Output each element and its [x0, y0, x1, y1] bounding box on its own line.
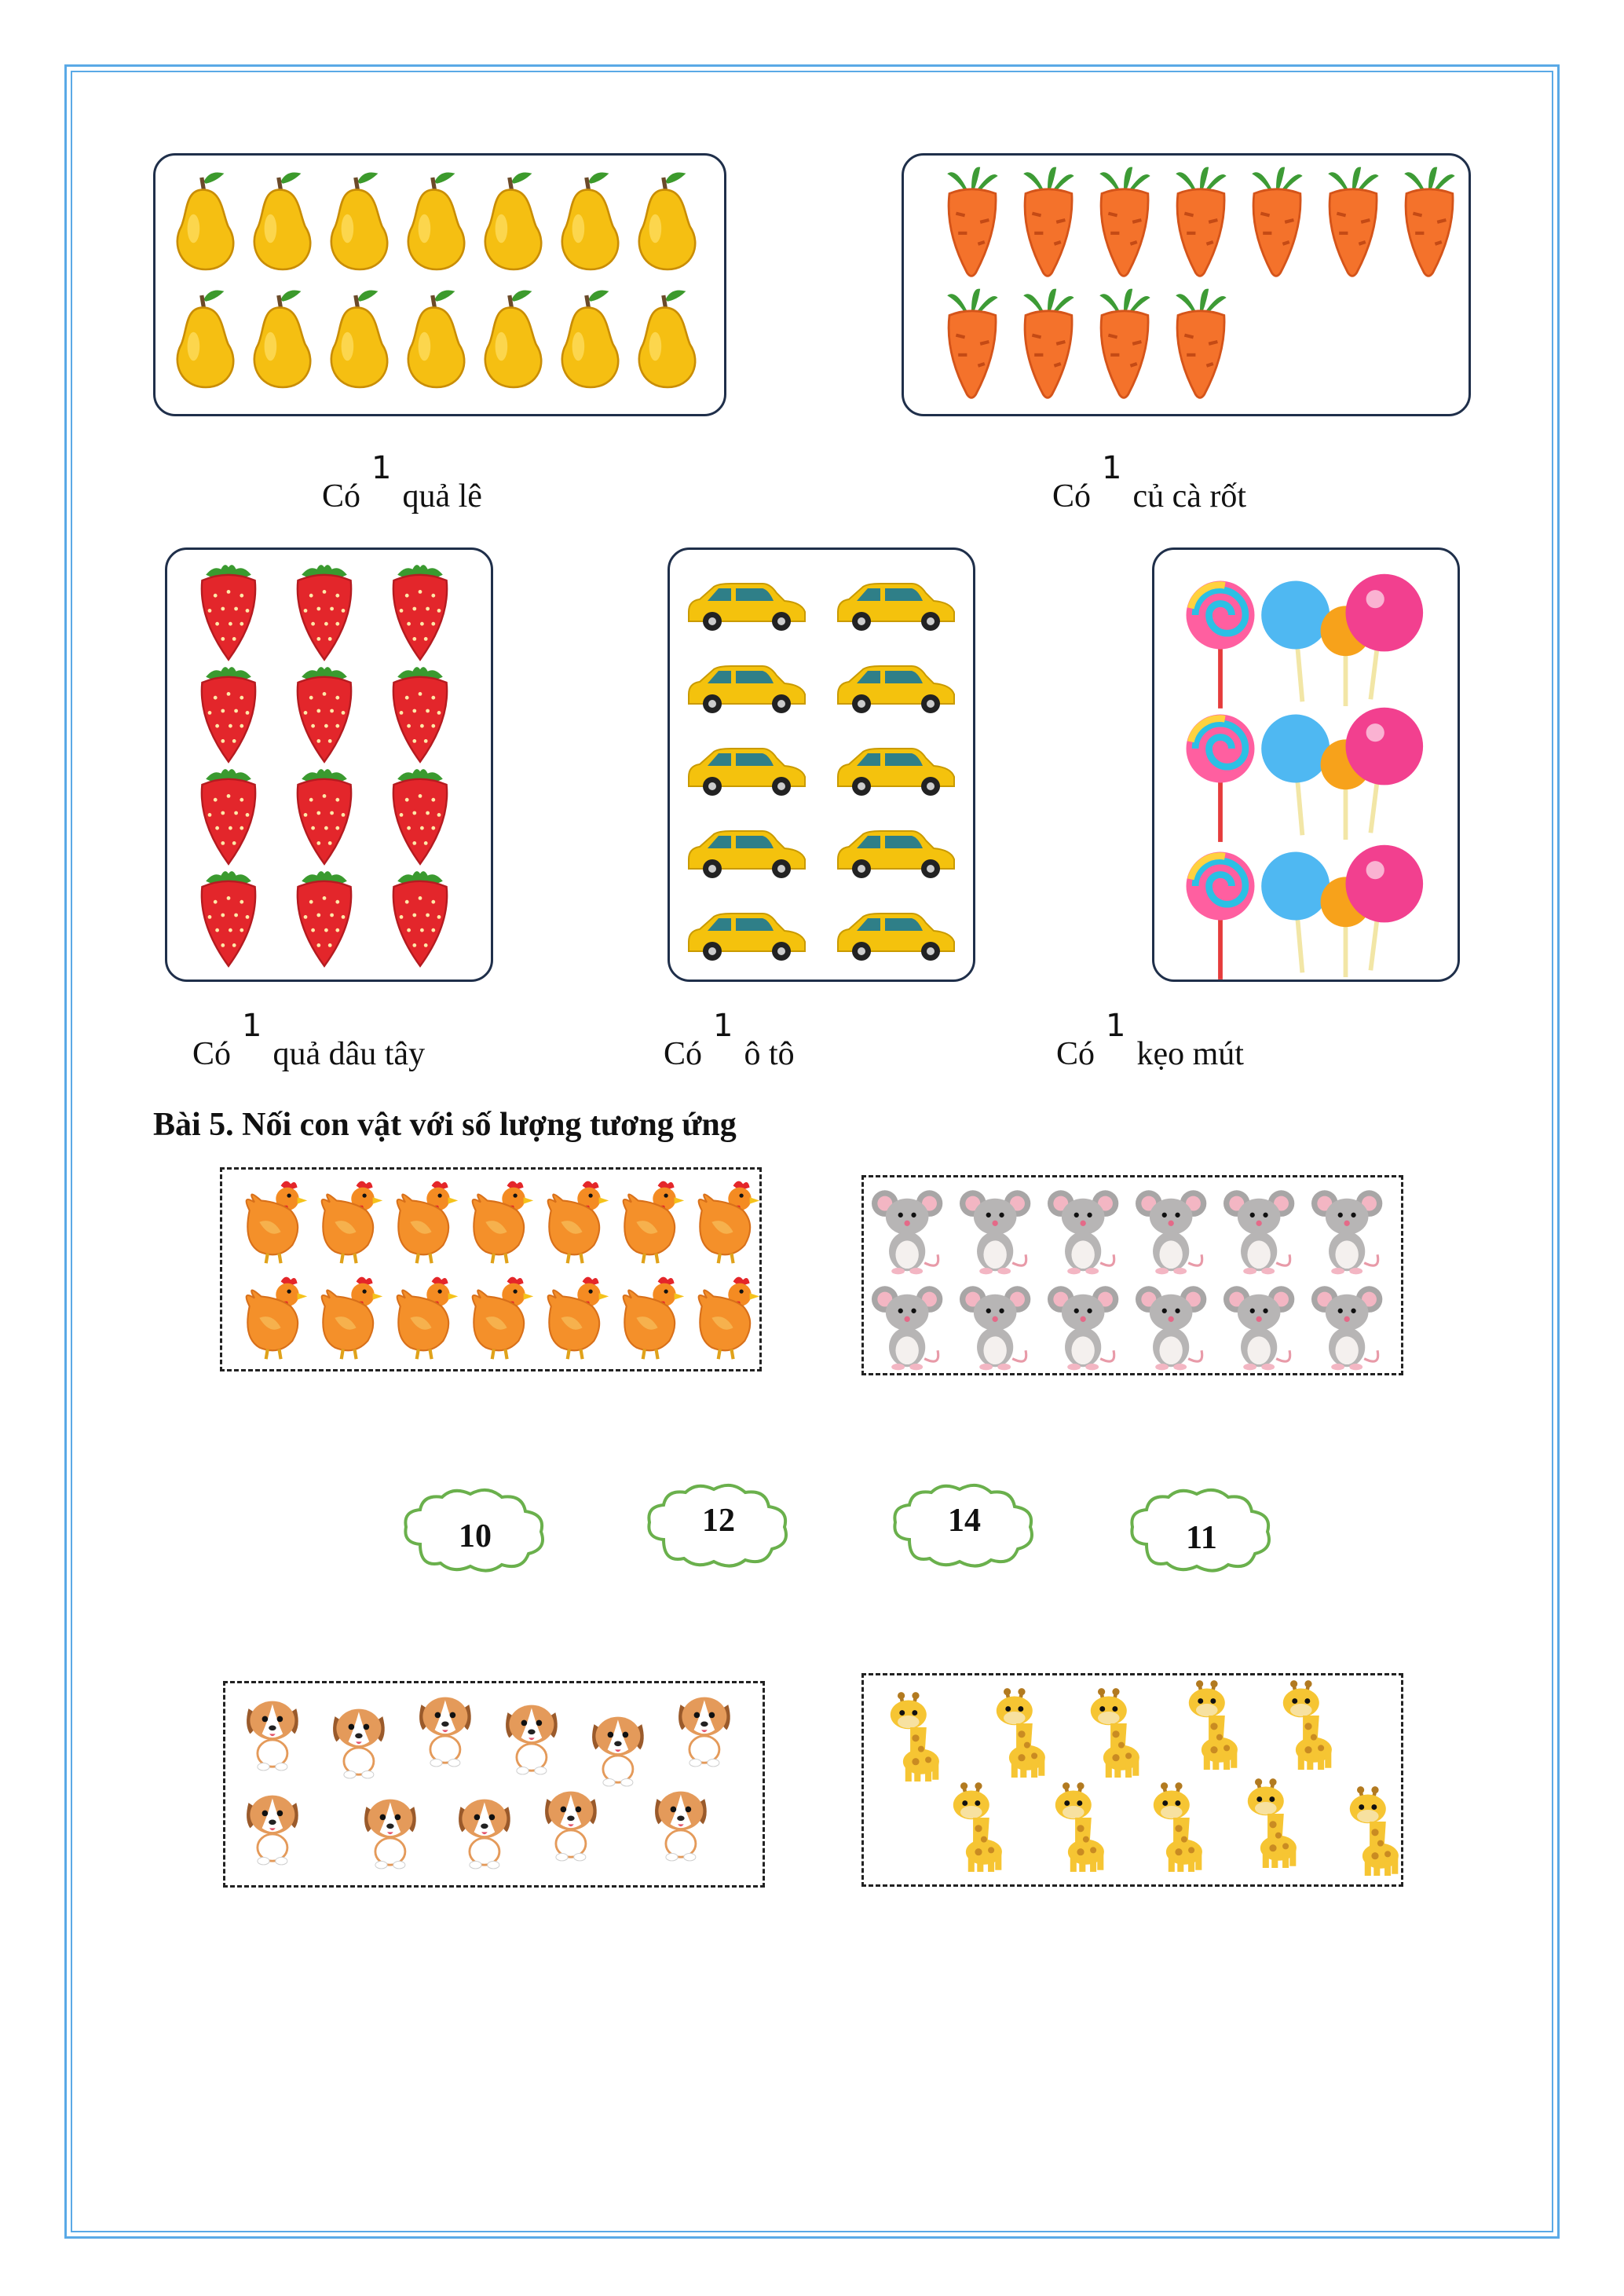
caption-pears — [322, 450, 482, 515]
giraffe-icon — [1283, 1680, 1332, 1770]
caption-prefix: Có — [1052, 478, 1092, 514]
car-icon — [838, 914, 954, 961]
dog-icon — [364, 1800, 416, 1869]
giraffe-icon — [1055, 1782, 1104, 1872]
strawberry-icon — [202, 565, 255, 660]
mouse-icon — [1223, 1190, 1294, 1274]
pear-icon — [254, 291, 310, 388]
strawberries-card — [165, 547, 493, 982]
chicken-icon — [473, 1277, 534, 1360]
pear-icon — [562, 173, 618, 270]
dogs-illustration — [225, 1683, 763, 1885]
strawberry-icon — [393, 769, 447, 864]
mouse-icon — [1136, 1190, 1206, 1274]
cloud-number: 14 — [948, 1503, 981, 1539]
lollipop-icon — [1187, 845, 1424, 980]
giraffe-icon — [891, 1692, 939, 1782]
carrot-icon — [947, 289, 997, 398]
giraffe-icon — [1189, 1680, 1238, 1770]
chicken-icon — [548, 1181, 609, 1264]
chicken-icon — [247, 1181, 308, 1264]
caption-strawberries — [192, 1008, 426, 1073]
dog-icon — [419, 1697, 471, 1767]
cloud-number: 11 — [1186, 1520, 1217, 1556]
mouse-icon — [872, 1286, 942, 1370]
strawberry-icon — [298, 667, 351, 762]
giraffe-icon — [1091, 1688, 1139, 1778]
caption-suffix: quả lê — [402, 478, 482, 514]
exercise-5-heading: Bài 5. Nối con vật với số lượng tương ứng — [153, 1107, 737, 1143]
giraffe-icon — [997, 1688, 1045, 1778]
dog-icon — [592, 1717, 644, 1786]
pears-card — [153, 153, 726, 416]
dog-icon — [678, 1697, 730, 1767]
number-cloud-12[interactable] — [640, 1478, 797, 1573]
caption-suffix: quả dâu tây — [272, 1036, 426, 1072]
chicken-icon — [322, 1181, 383, 1264]
dog-icon — [506, 1705, 558, 1774]
car-icon — [838, 666, 954, 713]
giraffe-icon — [1154, 1782, 1202, 1872]
pear-icon — [485, 173, 541, 270]
lollipop-icon — [1187, 708, 1424, 842]
car-icon — [689, 914, 805, 961]
mouse-icon — [1048, 1286, 1118, 1370]
mouse-icon — [1136, 1286, 1206, 1370]
strawberry-icon — [298, 871, 351, 966]
strawberry-icon — [393, 565, 447, 660]
mouse-icon — [1311, 1286, 1382, 1370]
caption-suffix: ô tô — [744, 1036, 795, 1072]
caption-prefix: Có — [664, 1036, 703, 1072]
caption-cars — [664, 1008, 795, 1073]
mouse-icon — [960, 1190, 1030, 1274]
chicken-icon — [397, 1277, 459, 1360]
cloud-number: 10 — [459, 1518, 492, 1554]
car-icon — [689, 584, 805, 631]
giraffe-icon — [1248, 1778, 1297, 1868]
mice-illustration — [864, 1177, 1401, 1373]
strawberry-icon — [393, 667, 447, 762]
pear-icon — [408, 291, 464, 388]
lollipop-icon — [1187, 574, 1424, 709]
dog-icon — [459, 1800, 510, 1869]
dog-icon — [247, 1796, 298, 1865]
chicken-icon — [624, 1277, 685, 1360]
pear-icon — [177, 291, 233, 388]
carrot-icon — [1176, 167, 1226, 276]
chicken-icon — [624, 1181, 685, 1264]
carrot-icon — [1023, 167, 1074, 276]
chicken-icon — [699, 1277, 759, 1360]
pears-illustration — [155, 156, 724, 414]
carrot-icon — [1252, 167, 1302, 276]
strawberry-icon — [202, 871, 255, 966]
giraffes-illustration — [864, 1675, 1401, 1884]
giraffes-box[interactable] — [861, 1673, 1403, 1887]
caption-prefix: Có — [1056, 1036, 1095, 1072]
strawberry-icon — [393, 871, 447, 966]
caption-prefix: Có — [192, 1036, 232, 1072]
pear-icon — [562, 291, 618, 388]
mouse-icon — [872, 1190, 942, 1274]
pear-icon — [485, 291, 541, 388]
dogs-box[interactable] — [223, 1681, 765, 1888]
chickens-illustration — [222, 1170, 759, 1369]
car-icon — [838, 749, 954, 796]
pear-icon — [331, 291, 387, 388]
caption-prefix: Có — [322, 478, 361, 514]
caption-carrots — [1052, 450, 1247, 515]
chickens-box[interactable] — [220, 1167, 762, 1371]
dog-icon — [247, 1701, 298, 1771]
pear-icon — [177, 173, 233, 270]
giraffe-icon — [953, 1782, 1002, 1872]
car-icon — [689, 831, 805, 878]
strawberries-illustration — [167, 550, 491, 980]
car-icon — [838, 584, 954, 631]
mouse-icon — [960, 1286, 1030, 1370]
carrots-card — [902, 153, 1471, 416]
carrot-icon — [1099, 289, 1150, 398]
answer-number[interactable]: 1 — [1102, 450, 1122, 486]
pear-icon — [639, 173, 695, 270]
strawberry-icon — [202, 667, 255, 762]
cars-illustration — [670, 550, 973, 980]
answer-number[interactable]: 1 — [242, 1008, 262, 1044]
answer-number[interactable]: 1 — [1106, 1008, 1126, 1044]
pear-icon — [331, 173, 387, 270]
answer-number[interactable]: 1 — [371, 450, 392, 486]
caption-suffix: kẹo mút — [1136, 1036, 1244, 1072]
chicken-icon — [247, 1277, 308, 1360]
carrot-icon — [1328, 167, 1378, 276]
dog-icon — [333, 1709, 385, 1778]
lollipops-illustration — [1154, 550, 1458, 980]
mouse-icon — [1048, 1190, 1118, 1274]
strawberry-icon — [202, 769, 255, 864]
caption-lollipops — [1056, 1008, 1244, 1073]
carrot-icon — [1404, 167, 1454, 276]
carrot-icon — [1023, 289, 1074, 398]
number-cloud-11[interactable] — [1123, 1483, 1280, 1577]
chicken-icon — [473, 1181, 534, 1264]
cars-card — [668, 547, 975, 982]
carrot-icon — [1099, 167, 1150, 276]
lollipops-card — [1152, 547, 1460, 982]
pear-icon — [254, 173, 310, 270]
dog-icon — [655, 1792, 707, 1861]
cloud-number: 12 — [702, 1503, 735, 1539]
strawberry-icon — [298, 769, 351, 864]
pear-icon — [408, 173, 464, 270]
mice-box[interactable] — [861, 1175, 1403, 1375]
mouse-icon — [1223, 1286, 1294, 1370]
number-cloud-14[interactable] — [886, 1478, 1043, 1573]
strawberry-icon — [298, 565, 351, 660]
giraffe-icon — [1350, 1786, 1399, 1876]
dog-icon — [545, 1792, 597, 1861]
pear-icon — [639, 291, 695, 388]
chicken-icon — [699, 1181, 759, 1264]
chicken-icon — [397, 1181, 459, 1264]
carrot-icon — [1176, 289, 1226, 398]
carrot-icon — [947, 167, 997, 276]
car-icon — [838, 831, 954, 878]
number-cloud-10[interactable] — [397, 1483, 554, 1577]
car-icon — [689, 666, 805, 713]
caption-suffix: củ cà rốt — [1132, 478, 1247, 514]
carrots-illustration — [904, 156, 1469, 414]
mouse-icon — [1311, 1190, 1382, 1274]
car-icon — [689, 749, 805, 796]
chicken-icon — [548, 1277, 609, 1360]
chicken-icon — [322, 1277, 383, 1360]
answer-number[interactable]: 1 — [713, 1008, 733, 1044]
